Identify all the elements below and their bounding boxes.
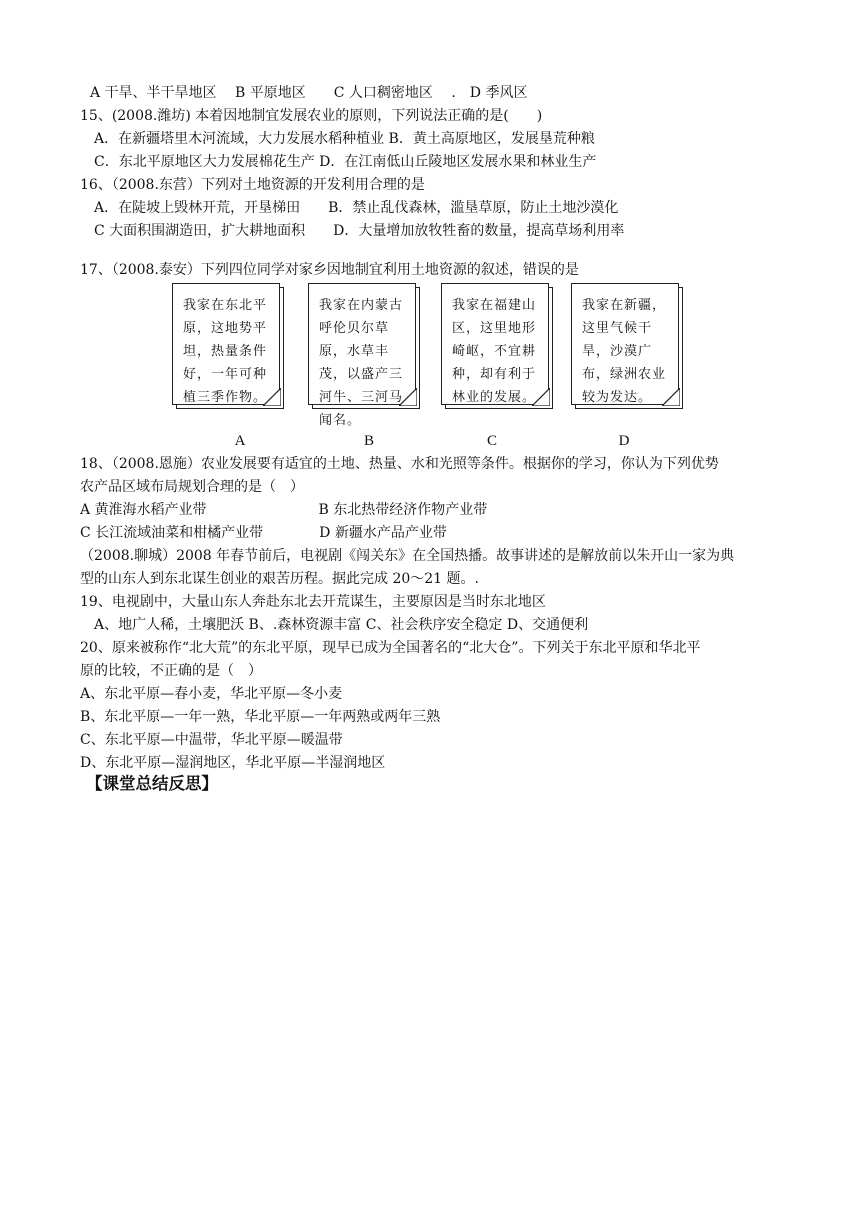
card-c-text: 我家在福建山区，这里地形崎岖，不宜耕种，却有利于林业的发展。 <box>452 298 537 405</box>
page-fold-icon <box>263 388 281 406</box>
page-fold-icon <box>532 388 550 406</box>
q18-stem-cont: 农产品区域布局规划合理的是（ ） <box>80 479 304 495</box>
q18-stem: 18、（2008.恩施）农业发展要有适宜的土地、热量、水和光照等条件。根据你的学习，你认为下列优势 <box>80 456 719 472</box>
q19-21-intro: （2008.聊城）2008 年春节前后，电视剧《闯关东》在全国热播。故事讲述的是解放前以朱开山一家为典 <box>80 548 735 564</box>
q14-options: A 干旱、半干旱地区 B 平原地区 C 人口稠密地区 . D 季风区 <box>90 85 528 101</box>
card-a <box>172 283 280 405</box>
q20-stem: 20、原来被称作“北大荒”的东北平原，现早已成为全国著名的“北大仓”。下列关于东北平原和华北平 <box>80 640 701 656</box>
card-d <box>571 283 679 405</box>
q20-option-a: A、东北平原—春小麦，华北平原—冬小麦 <box>80 686 343 702</box>
q16-options-ab: A．在陡坡上毁林开荒，开垦梯田 B．禁止乱伐森林，滥垦草原，防止土地沙漠化 <box>80 200 619 216</box>
card-c <box>441 283 549 405</box>
q18-options-ab: A 黄淮海水稻产业带 B 东北热带经济作物产业带 <box>80 502 488 518</box>
page-fold-icon <box>399 388 417 406</box>
card-c-letter: C <box>486 433 497 449</box>
q20-stem-cont: 原的比较，不正确的是（ ） <box>80 663 262 679</box>
card-d-letter: D <box>618 433 630 449</box>
card-b-letter: B <box>363 433 374 449</box>
card-a-letter: A <box>234 433 246 449</box>
q20-option-b: B、东北平原—一年一熟，华北平原—一年两熟或两年三熟 <box>80 709 441 725</box>
q15-stem: 15、(2008.潍坊) 本着因地制宜发展农业的原则，下列说法正确的是( ) <box>80 108 543 124</box>
card-b-text: 我家在内蒙古呼伦贝尔草原，水草丰茂，以盛产三河牛、三河马闻名。 <box>319 298 404 428</box>
q16-stem: 16、（2008.东营）下列对土地资源的开发利用合理的是 <box>80 177 425 193</box>
q15-options-cd: C．东北平原地区大力发展棉花生产 D．在江南低山丘陵地区发展水果和林业生产 <box>80 154 597 170</box>
q16-options-cd: C 大面积围湖造田，扩大耕地面积 D．大量增加放牧牲畜的数量，提高草场利用率 <box>80 223 625 239</box>
card-d-text: 我家在新疆，这里气候干旱，沙漠广布，绿洲农业较为发达。 <box>582 298 667 405</box>
q20-option-d: D、东北平原—湿润地区，华北平原—半湿润地区 <box>80 755 386 771</box>
page-fold-icon <box>662 388 680 406</box>
q19-options: A、地广人稀，土壤肥沃 B、.森林资源丰富 C、社会秩序安全稳定 D、交通便利 <box>80 617 589 633</box>
q15-options-ab: A．在新疆塔里木河流域，大力发展水稻种植业 B．黄土高原地区，发展垦荒种粮 <box>80 131 595 147</box>
summary-heading: 【课堂总结反思】 <box>86 774 218 793</box>
card-a-text: 我家在东北平原，这地势平坦，热量条件好，一年可种植三季作物。 <box>183 298 268 405</box>
q19-21-intro-cont: 型的山东人到东北谋生创业的艰苦历程。据此完成 20～21 题。. <box>80 571 479 587</box>
q20-option-c: C、东北平原—中温带，华北平原—暖温带 <box>80 732 343 748</box>
q18-options-cd: C 长江流域油菜和柑橘产业带 D 新疆水产品产业带 <box>80 525 447 541</box>
card-b <box>308 283 416 428</box>
q17-stem: 17、（2008.泰安）下列四位同学对家乡因地制宜利用土地资源的叙述，错误的是 <box>80 262 579 278</box>
q19-stem: 19、电视剧中，大量山东人奔赴东北去开荒谋生，主要原因是当时东北地区 <box>80 594 546 610</box>
q17-speech-cards <box>170 283 690 453</box>
